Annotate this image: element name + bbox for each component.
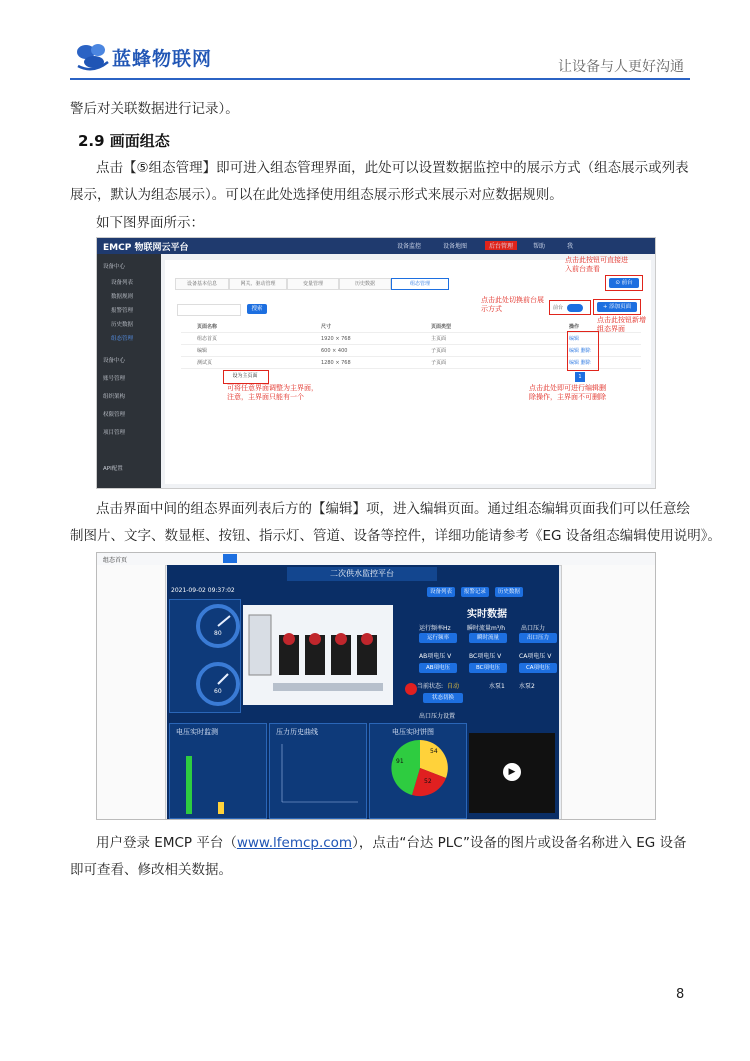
search-input[interactable] xyxy=(177,304,241,316)
set-main-button[interactable]: 设为主页面 xyxy=(232,373,258,379)
cell: 子页面 xyxy=(431,348,447,354)
tab[interactable]: 历史数据 xyxy=(339,278,391,290)
sidebar xyxy=(97,254,161,488)
header-divider xyxy=(70,78,690,80)
sidebar-item[interactable]: 设备列表 xyxy=(111,280,134,286)
highlight-box xyxy=(549,300,591,315)
edit-link[interactable]: 编辑 xyxy=(569,336,580,342)
editor-tab[interactable]: 组态首页 xyxy=(103,557,128,564)
tab-active[interactable]: 组态管理 xyxy=(391,278,449,290)
cell: 组态首页 xyxy=(197,336,218,342)
sidebar-item[interactable]: 权限管理 xyxy=(103,412,126,418)
highlight-box xyxy=(593,299,641,315)
pie-label: 52 xyxy=(424,778,432,785)
col-header: 操作 xyxy=(569,324,580,330)
front-view-button[interactable]: ⊙ 前台 xyxy=(609,278,639,288)
section-title: 2.9 画面组态 xyxy=(78,132,170,150)
sidebar-item[interactable]: 账号管理 xyxy=(103,376,126,382)
value-box: BC项电压 xyxy=(469,663,507,673)
status-value: 自动 xyxy=(447,683,460,690)
bee-logo-icon xyxy=(74,40,112,74)
status-label: 当前状态: xyxy=(417,683,444,690)
paragraph-line: 如下图界面所示： xyxy=(96,215,204,231)
callout-edit: 点击此处即可进行编辑删除操作，主界面不可删除 xyxy=(529,384,606,401)
text-run: ），点击“台达 PLC”设备的图片或设备名称进入 EG 设备 xyxy=(352,835,687,851)
toolbar-active-button[interactable] xyxy=(223,554,237,563)
cell: 子页面 xyxy=(431,360,447,366)
panel-title: 电压实时饼图 xyxy=(392,728,434,736)
callout-switch: 点击此处切换前台展示方式 xyxy=(481,296,544,313)
header-button[interactable]: 设备列表 xyxy=(427,587,455,597)
value-box: 运行频率 xyxy=(419,633,457,643)
sidebar-item[interactable]: 历史数据 xyxy=(111,322,134,328)
front-toggle-label: 前台 xyxy=(553,305,564,311)
nav-item[interactable]: 设备地图 xyxy=(443,243,468,250)
website-link[interactable]: www.lfemcp.com xyxy=(236,835,353,851)
edit-link[interactable]: 编辑 删除 xyxy=(569,360,591,366)
screenshot-config-editor xyxy=(96,552,656,820)
switch-state-button[interactable]: 状态切换 xyxy=(423,693,463,703)
paragraph-line: 点击【⑤组态管理】即可进入组态管理界面，此处可以设置数据监控中的展示方式（组态展示或列表 xyxy=(96,160,689,176)
paragraph-line: 展示，默认为组态展示）。可以在此处选择使用组态展示形式来展示对应数据规则。 xyxy=(70,187,563,203)
sidebar-item[interactable]: 项目管理 xyxy=(103,430,126,436)
cell: 1280 × 768 xyxy=(321,360,351,366)
paragraph-line: 制图片、文字、数显框、按钮、指示灯、管道、设备等控件，详细功能请参考《EG 设备组态编辑使用说明》。 xyxy=(70,528,722,544)
value-box: 瞬时流量 xyxy=(469,633,507,643)
callout-main: 可将任意界面调整为主界面，注意，主界面只能有一个 xyxy=(227,384,318,401)
editor-canvas xyxy=(167,565,559,819)
page-number: 8 xyxy=(676,987,685,1002)
data-label: 运行频率Hz xyxy=(419,625,451,632)
voltage-pie-chart xyxy=(390,738,450,798)
col-header: 页面类型 xyxy=(431,324,452,330)
voltage-bar xyxy=(186,756,192,814)
col-header: 页面名称 xyxy=(197,324,218,330)
gauge-value: 60 xyxy=(214,688,222,695)
realtime-title: 实时数据 xyxy=(467,609,507,620)
indicator-light xyxy=(405,683,417,695)
data-label: 瞬时流量m³/h xyxy=(467,625,506,632)
paragraph-line: 点击界面中间的组态界面列表后方的【编辑】项，进入编辑页面。通过组态编辑页面我们可以任意绘 xyxy=(96,501,690,517)
add-page-button[interactable]: + 添加页面 xyxy=(597,302,637,312)
tab[interactable]: 网关、驱动管理 xyxy=(229,278,287,290)
highlight-box xyxy=(223,370,269,384)
property-panel xyxy=(561,565,656,819)
header-button[interactable]: 报警记录 xyxy=(461,587,489,597)
slogan: 让设备与人更好沟通 xyxy=(558,59,684,75)
pie-label: 54 xyxy=(430,748,438,755)
data-label: BC项电压 V xyxy=(469,653,502,660)
data-label: AB项电压 V xyxy=(419,653,452,660)
text-run: 用户登录 EMCP 平台（ xyxy=(96,835,237,851)
sidebar-item[interactable]: 组织架构 xyxy=(103,394,126,400)
text-line: 警后对关联数据进行记录）。 xyxy=(70,101,239,117)
pump-label: 水泵1 xyxy=(489,683,505,690)
highlight-box xyxy=(567,331,599,371)
callout-add: 点击此按钮新增组态界面 xyxy=(597,316,646,333)
tab[interactable]: 设备基本信息 xyxy=(175,278,229,290)
cell: 主页面 xyxy=(431,336,447,342)
panel-title: 压力历史曲线 xyxy=(276,728,318,736)
component-panel xyxy=(97,565,166,819)
nav-item[interactable]: 设备监控 xyxy=(397,243,422,250)
sidebar-item[interactable]: API配置 xyxy=(103,466,123,472)
play-icon[interactable]: ▶ xyxy=(503,763,521,781)
value-box: CA项电压 xyxy=(519,663,557,673)
cell: 600 × 400 xyxy=(321,348,348,354)
data-label: CA项电压 V xyxy=(519,653,552,660)
tab[interactable]: 变量管理 xyxy=(287,278,339,290)
value-box: AB项电压 xyxy=(419,663,457,673)
voltage-bar xyxy=(218,802,224,814)
platform-title: 二次供水监控平台 xyxy=(287,567,437,581)
cell: 编辑 xyxy=(197,348,208,354)
platform-logo: EMCP 物联网云平台 xyxy=(103,243,189,253)
data-label: 出口压力 xyxy=(521,625,546,632)
cell: 测试页 xyxy=(197,360,213,366)
gauge-panel xyxy=(169,599,241,713)
video-player[interactable] xyxy=(469,733,555,813)
pump-label: 水泵2 xyxy=(519,683,535,690)
sidebar-item-active[interactable]: 组态管理 xyxy=(111,336,134,342)
sidebar-item[interactable]: 数据规则 xyxy=(111,294,134,300)
header-button[interactable]: 历史数据 xyxy=(495,587,523,597)
value-box: 出口压力 xyxy=(519,633,557,643)
nav-item[interactable]: 帮助 xyxy=(533,243,546,250)
pressure-line-chart xyxy=(278,740,362,810)
screenshot-config-management xyxy=(96,237,656,489)
page-number-button[interactable]: 1 xyxy=(575,372,585,382)
highlight-box xyxy=(605,275,643,291)
nav-item[interactable]: 我 xyxy=(567,243,574,250)
pressure-history-panel xyxy=(269,723,367,819)
cell: 1920 × 768 xyxy=(321,336,351,342)
data-label: 出口压力设置 xyxy=(419,713,456,720)
gauge-icon xyxy=(170,600,240,712)
pie-label: 91 xyxy=(396,758,404,765)
pump-illustration xyxy=(243,605,393,705)
brand-name: 蓝蜂物联网 xyxy=(112,48,213,70)
nav-item-active[interactable]: 后台管理 xyxy=(485,241,517,250)
voltage-pie-panel xyxy=(369,723,467,819)
callout-front: 点击此按钮可直接进入前台查看 xyxy=(565,256,628,273)
paragraph-line: 即可查看、修改相关数据。 xyxy=(70,862,232,878)
pump-image xyxy=(243,605,393,705)
top-bar xyxy=(97,238,655,254)
header-buttons xyxy=(427,587,523,597)
datetime: 2021-09-02 09:37:02 xyxy=(171,587,235,594)
paragraph-line xyxy=(96,830,687,857)
sidebar-item[interactable]: 设备中心 xyxy=(103,358,126,364)
search-button[interactable]: 搜索 xyxy=(247,304,267,314)
edit-link[interactable]: 编辑 删除 xyxy=(569,348,591,354)
sidebar-item[interactable]: 报警管理 xyxy=(111,308,134,314)
gauge-value: 80 xyxy=(214,630,222,637)
col-header: 尺寸 xyxy=(321,324,332,330)
panel-title: 电压实时监测 xyxy=(176,728,218,736)
voltage-monitor-panel xyxy=(169,723,267,819)
sidebar-item[interactable]: 设备中心 xyxy=(103,264,126,270)
